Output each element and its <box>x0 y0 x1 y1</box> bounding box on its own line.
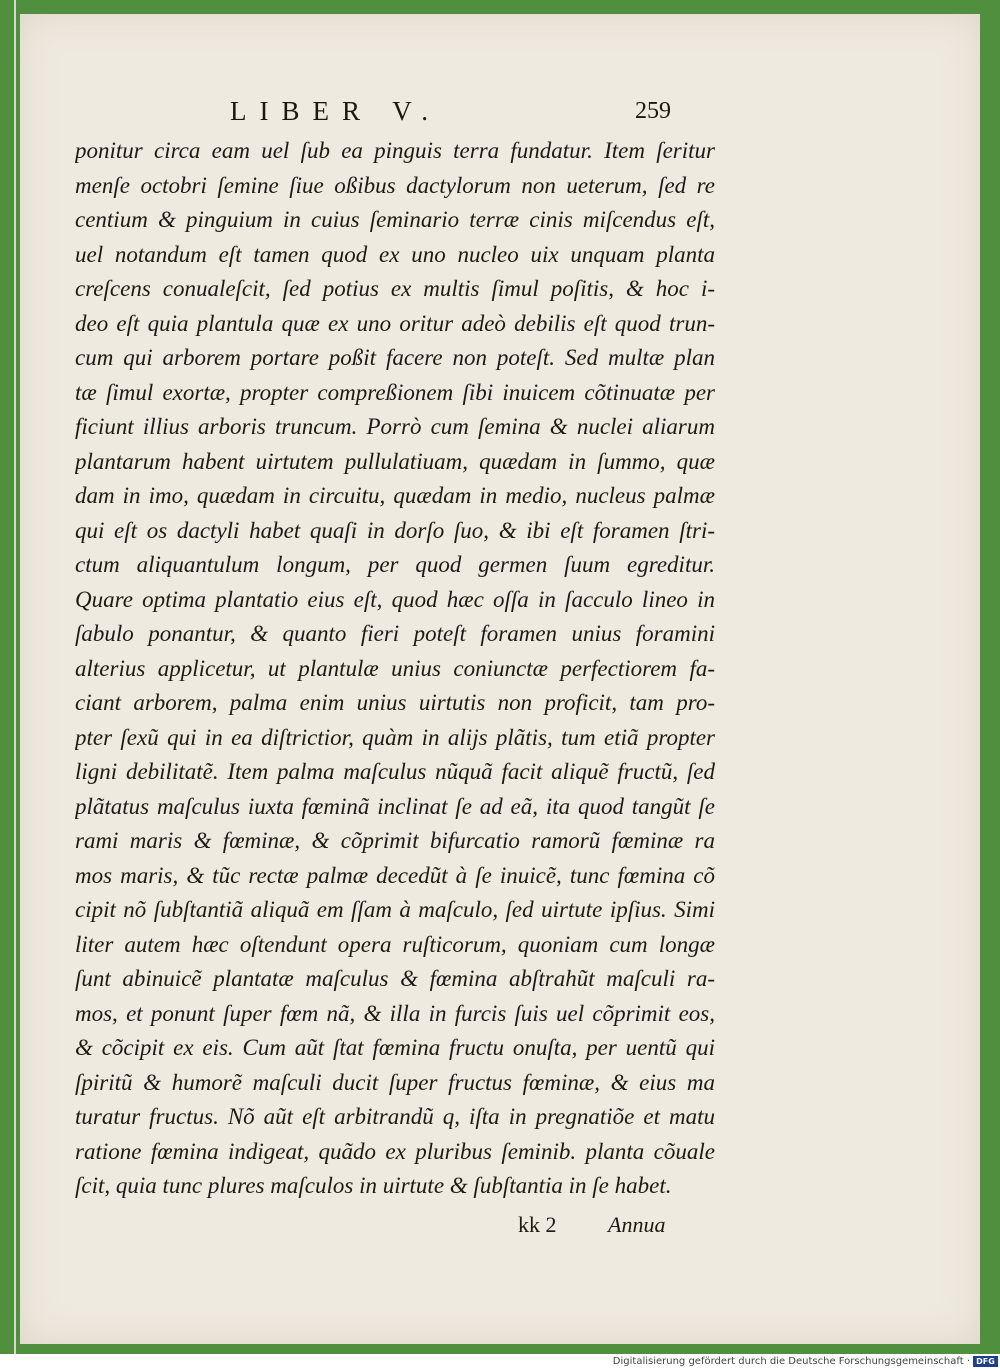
text-line: rami maris & fœminæ, & cõprimit bifurcatio ramorũ fœminæ ra <box>75 828 715 853</box>
text-line: menſe octobri ſemine ſiue oßibus dactylorum non ueterum, ſed re <box>75 172 715 198</box>
text-line: Quare optima plantatio eius eſt, quod hæc oſſa in ſacculo lineo in <box>75 586 715 612</box>
credit-bar <box>0 1354 1000 1369</box>
text-line: cum qui arborem portare poßit facere non poteſt. Sed multæ plan <box>75 345 715 370</box>
text-line: ciant arborem, palma enim unius uirtutis non proficit, tam pro- <box>75 690 715 715</box>
page-header <box>75 84 715 134</box>
text-line: plantarum habent uirtutem pullulatiuam, quædam in ſummo, quæ <box>75 448 715 474</box>
text-line: ſcit, quia tunc plures maſculos in uirtute & ſubſtantia in ſe habet. <box>75 1173 672 1198</box>
text-line: deo eſt quia plantula quæ ex uno oritur adeò debilis eſt quod trun- <box>75 310 715 336</box>
text-line: liter autem hæc oſtendunt opera ruſticorum, quoniam cum longæ <box>75 931 715 957</box>
text-line: ratione fœmina indigeat, quãdo ex pluribus ſeminib. planta cõuale <box>75 1138 715 1164</box>
text-line: alterius applicetur, ut plantulæ unius coniunctæ perfectiorem fa- <box>75 655 715 681</box>
text-line: cipit nõ ſubſtantiã aliquã em ſſam à maſculo, ſed uirtute ipſius. Simi <box>75 897 715 922</box>
text-line: plãtatus maſculus iuxta fœminã inclinat ſe ad eã, ita quod tangũt ſe <box>75 793 715 819</box>
text-line: ſunt abinuicẽ plantatæ maſculus & fœmina abſtrahũt maſculi ra- <box>75 966 715 991</box>
text-line: ligni debilitatẽ. Item palma maſculus nũquã facit aliquẽ fructũ, ſed <box>75 759 715 784</box>
text-line: turatur fructus. Nõ aũt eſt arbitrandũ q, iſta in pregnatiõe et matu <box>75 1104 715 1129</box>
frame-edge-strip <box>14 0 16 1354</box>
page-text-block <box>75 84 715 1246</box>
body-text <box>75 134 715 1204</box>
signature-mark: kk 2 <box>518 1211 557 1237</box>
text-line: mos maris, & tũc rectæ palmæ decedũt à ſe inuicẽ, tunc fœmina cõ <box>75 862 715 888</box>
text-line: ctum aliquantulum longum, per quod germen ſuum egreditur. <box>75 552 715 577</box>
running-head: LIBER V. <box>230 96 442 126</box>
text-line: ficiunt illius arboris truncum. Porrò cum ſemina & nuclei aliarum <box>75 414 715 439</box>
catchword: Annua <box>608 1211 666 1237</box>
text-line: creſcens conualeſcit, ſed potius ex multis ſimul poſitis, & hoc i- <box>75 276 715 301</box>
text-line: ſabulo ponantur, & quanto fieri poteſt foramen unius foramini <box>75 621 715 646</box>
text-line: tæ ſimul exortæ, propter compreßionem ſibi inuicem cõtinuatæ per <box>75 379 715 405</box>
text-line: mos, et ponunt ſuper fœm nã, & illa in furcis ſuis uel cõprimit eos, <box>75 1000 715 1026</box>
page-footer <box>75 1206 715 1246</box>
text-line: centium & pinguium in cuius ſeminario terræ cinis miſcendus eſt, <box>75 207 715 232</box>
text-line: ponitur circa eam uel ſub ea pinguis terra fundatur. Item ſeritur <box>75 138 715 163</box>
text-line: ſpiritũ & humorẽ maſculi ducit ſuper fructus fœminæ, & eius ma <box>75 1069 715 1095</box>
text-line: & cõcipit ex eis. Cum aũt ſtat fœmina fructu onuſta, per uentũ qui <box>75 1035 715 1060</box>
book-page <box>20 14 980 1344</box>
text-line: qui eſt os dactyli habet quaſi in dorſo ſuo, & ibi eſt foramen ſtri- <box>75 517 715 543</box>
text-line: pter ſexũ qui in ea diſtrictior, quàm in alijs plãtis, tum etiã propter <box>75 724 715 750</box>
text-line: uel notandum eſt tamen quod ex uno nucleo uix unquam planta <box>75 241 715 267</box>
dfg-logo-icon: DFG <box>973 1356 998 1367</box>
funding-credit: Digitalisierung gefördert durch die Deutsche Forschungsgemeinschaft · <box>612 1356 970 1367</box>
text-line: dam in imo, quædam in circuitu, quædam in medio, nucleus palmæ <box>75 483 715 508</box>
page-number: 259 <box>635 98 671 124</box>
